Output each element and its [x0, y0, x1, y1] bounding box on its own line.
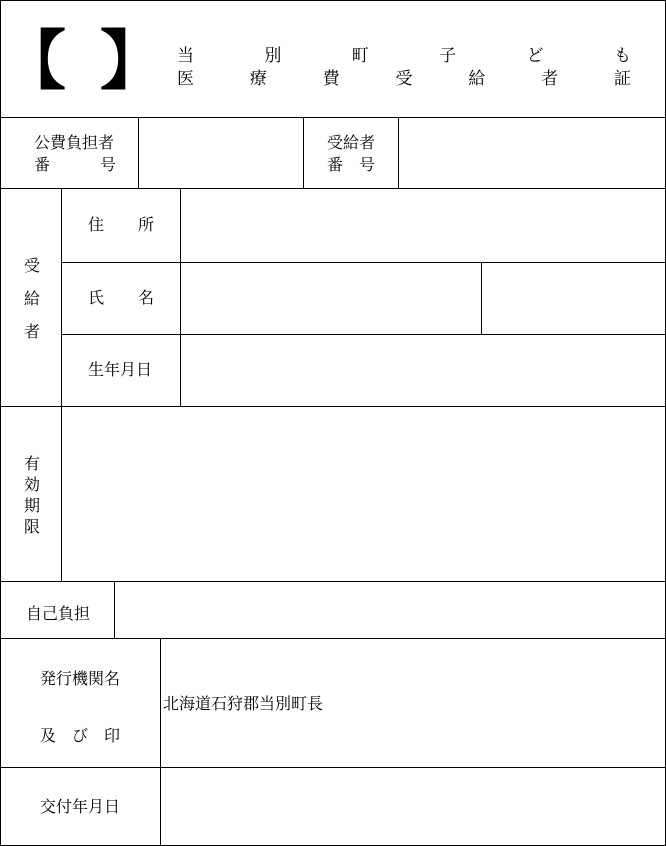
name-label-b: 名: [138, 288, 155, 307]
title-char: 別: [264, 46, 282, 66]
payer-number-label-ban: 番: [34, 155, 51, 174]
address-label-a: 住: [88, 215, 105, 234]
rule: [61, 188, 62, 582]
issue-date-value[interactable]: [162, 769, 664, 844]
rule: [62, 334, 666, 335]
title-char: 当: [177, 46, 194, 66]
issuer-label: 発行機関名: [40, 669, 121, 688]
name-label-a: 氏: [88, 288, 105, 307]
recipient-section-label: [22, 249, 42, 348]
title-char: 者: [541, 69, 559, 89]
rule: [0, 638, 666, 639]
name-value[interactable]: [182, 264, 480, 333]
copayment-value[interactable]: [116, 583, 664, 637]
title-char: 給: [468, 69, 486, 89]
issuer-value: 北海道石狩郡当別町長: [163, 694, 324, 713]
name-extra-value[interactable]: [483, 264, 664, 333]
rule: [0, 581, 666, 582]
title-char: 町: [351, 46, 369, 66]
payer-number-label-go: 号: [100, 155, 117, 174]
address-label-b: 所: [138, 215, 155, 234]
bracket-open: 【: [2, 25, 66, 99]
rule: [180, 188, 181, 407]
rule: [481, 262, 482, 335]
title-char: 医: [177, 69, 194, 89]
rule: [62, 262, 666, 263]
validity-label: [22, 453, 42, 537]
rule: [0, 406, 666, 407]
title-char: 療: [249, 69, 267, 89]
recipient-number-label-2: 番 号: [327, 155, 376, 174]
copayment-label: 自己負担: [26, 604, 91, 623]
rule: [0, 767, 666, 768]
title-char: 受: [395, 69, 413, 89]
title-char: 費: [322, 69, 340, 89]
title-line-2: [177, 71, 631, 88]
title-char: も: [613, 46, 631, 66]
title-char: 証: [613, 69, 631, 89]
title-line-1: [177, 48, 631, 65]
vertical-char: 受: [23, 256, 40, 275]
recipient-number-label: 受給者: [327, 133, 376, 152]
validity-value[interactable]: [63, 408, 664, 580]
vertical-char: 有: [23, 454, 40, 473]
address-value[interactable]: [182, 190, 664, 261]
rule: [160, 638, 161, 846]
issuer-label-seal: 及 び 印: [40, 726, 121, 745]
rule: [114, 581, 115, 639]
birthdate-label: 生年月日: [88, 360, 153, 379]
payer-number-value[interactable]: [140, 119, 302, 187]
vertical-char: 期: [23, 496, 40, 515]
vertical-char: 限: [23, 517, 40, 536]
issue-date-label: 交付年月日: [40, 797, 121, 816]
birthdate-value[interactable]: [182, 336, 664, 405]
rule: [398, 117, 399, 189]
border-left: [0, 0, 1, 846]
recipient-number-value[interactable]: [400, 119, 664, 187]
vertical-char: 者: [23, 322, 40, 341]
rule: [0, 188, 666, 189]
rule: [138, 117, 139, 189]
vertical-char: 効: [23, 475, 40, 494]
rule: [0, 117, 666, 118]
payer-number-label: 公費負担者: [34, 133, 115, 152]
title-char: ど: [526, 46, 544, 66]
vertical-char: 給: [23, 289, 40, 308]
bracket-close: 】: [100, 25, 164, 99]
border-top: [0, 0, 666, 1]
rule: [303, 117, 304, 189]
title-char: 子: [439, 46, 457, 66]
